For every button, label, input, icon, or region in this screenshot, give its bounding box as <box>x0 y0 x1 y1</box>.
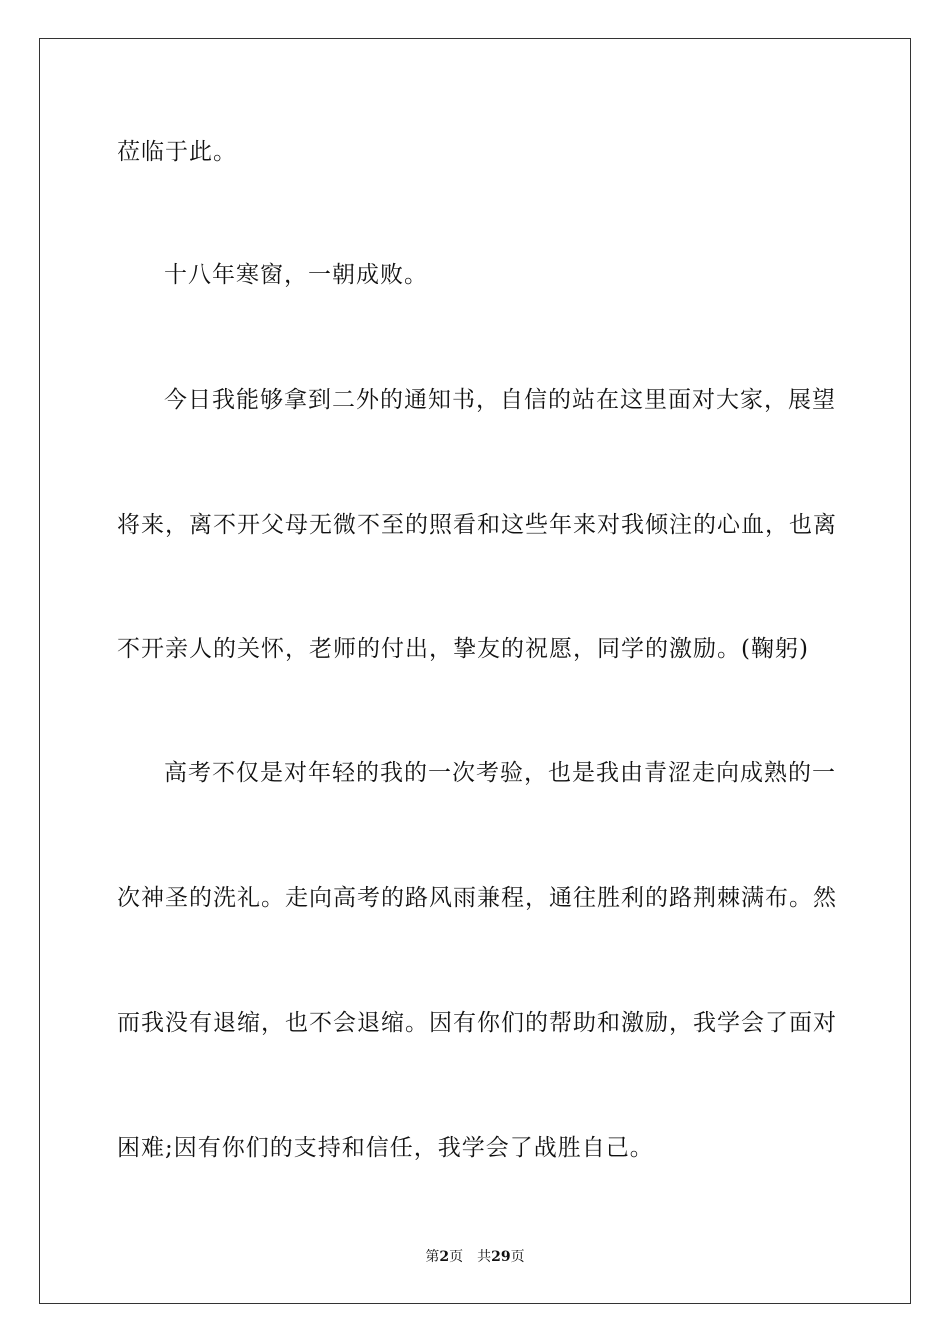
text-line-9: 困难;因有你们的支持和信任，我学会了战胜自己。 <box>117 1135 654 1161</box>
total-pages: 29 <box>491 1249 511 1265</box>
total-prefix: 共 <box>477 1249 492 1265</box>
text-line-2: 十八年寒窗，一朝成败。 <box>164 262 428 288</box>
text-line-6: 高考不仅是对年轻的我的一次考验，也是我由青涩走向成熟的一 <box>164 760 836 786</box>
text-line-7: 次神圣的洗礼。走向高考的路风雨兼程，通往胜利的路荆棘满布。然 <box>117 885 837 911</box>
text-line-4: 将来，离不开父母无微不至的照看和这些年来对我倾注的心血，也离 <box>117 512 837 538</box>
page-footer <box>0 1248 950 1266</box>
total-suffix: 页 <box>510 1249 525 1265</box>
text-line-3: 今日我能够拿到二外的通知书，自信的站在这里面对大家，展望 <box>164 387 836 413</box>
text-line-1: 莅临于此。 <box>117 139 237 165</box>
text-line-8: 而我没有退缩，也不会退缩。因有你们的帮助和激励，我学会了面对 <box>117 1010 837 1036</box>
page-frame <box>39 38 911 1304</box>
page-suffix: 页 <box>449 1249 464 1265</box>
page-number: 2 <box>439 1249 450 1265</box>
text-line-5: 不开亲人的关怀，老师的付出，挚友的祝愿，同学的激励。(鞠躬) <box>117 636 809 662</box>
page-prefix: 第 <box>425 1249 440 1265</box>
